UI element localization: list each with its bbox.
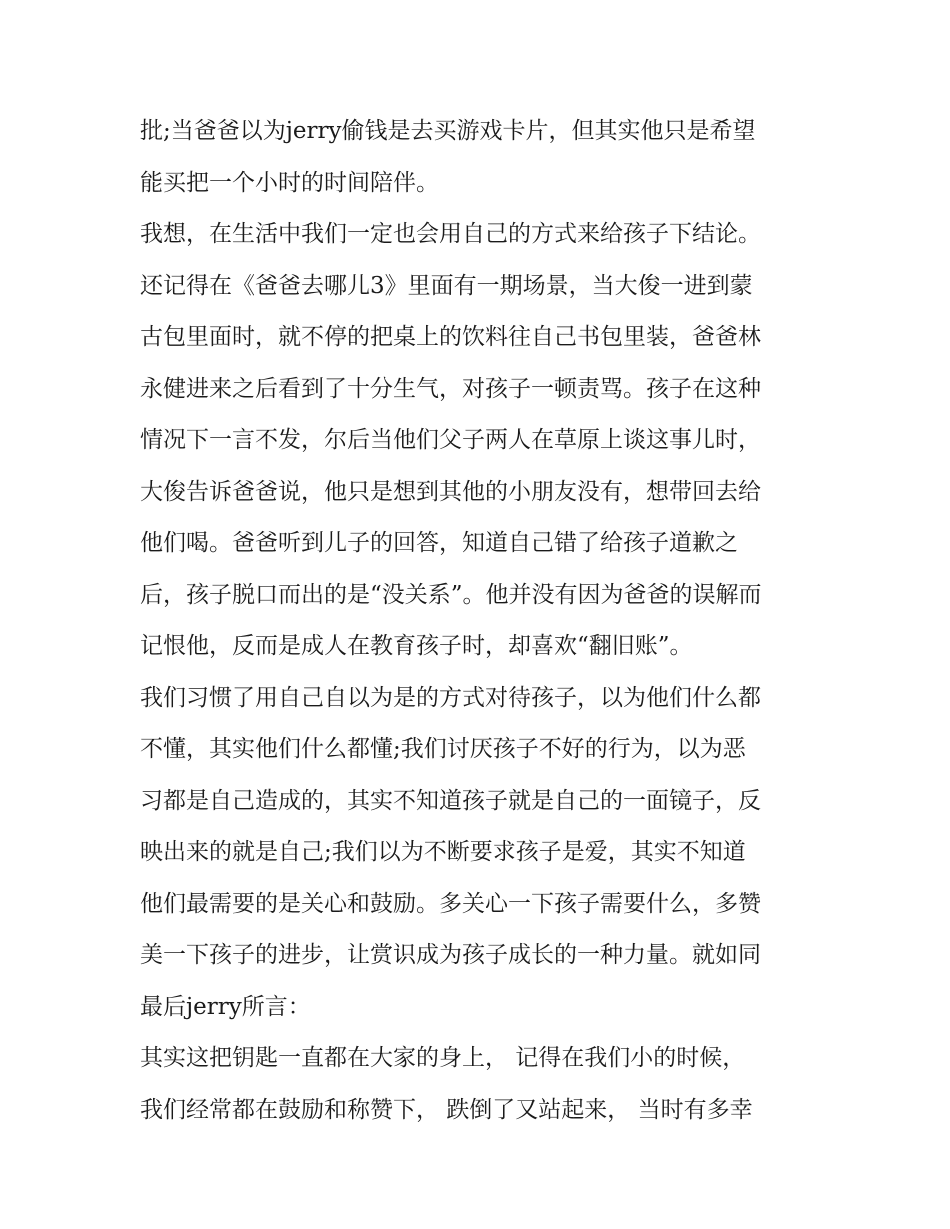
text-line: 习都是自己造成的，其实不知道孩子就是自己的一面镜子，反 <box>140 787 761 814</box>
text-line: 情况下一言不发，尔后当他们父子两人在草原上谈这事儿时， <box>140 427 761 453</box>
text-line: 大俊告诉爸爸说，他只是想到其他的小朋友没有，想带回去给 <box>140 478 761 505</box>
text-line: 记恨他，反而是成人在教育孩子时，却喜欢“翻旧账”。 <box>140 633 693 659</box>
text-line: 最后jerry所言： <box>140 993 311 1020</box>
text-line: 还记得在《爸爸去哪儿3》里面有一期场景，当大俊一进到蒙 <box>140 272 753 299</box>
text-line: 不懂，其实他们什么都懂;我们讨厌孩子不好的行为，以为恶 <box>140 736 746 762</box>
text-line: 能买把一个小时的时间陪伴。 <box>140 169 439 196</box>
text-line: 后，孩子脱口而出的是“没关系”。他并没有因为爸爸的误解而 <box>140 581 762 608</box>
text-line: 古包里面时，就不停的把桌上的饮料往自己书包里装，爸爸林 <box>140 324 761 350</box>
text-line: 我想，在生活中我们一定也会用自己的方式来给孩子下结论。 <box>140 221 761 247</box>
text-line: 其实这把钥匙一直都在大家的身上， 记得在我们小的时候， <box>140 1045 746 1071</box>
document-body <box>140 106 820 1136</box>
text-line: 他们最需要的是关心和鼓励。多关心一下孩子需要什么，多赞 <box>140 890 761 917</box>
text-line: 批;当爸爸以为jerry偷钱是去买游戏卡片，但其实他只是希望 <box>140 118 756 144</box>
text-line: 他们喝。爸爸听到儿子的回答，知道自己错了给孩子道歉之 <box>140 530 738 556</box>
text-line: 我们习惯了用自己自以为是的方式对待孩子，以为他们什么都 <box>140 684 761 711</box>
text-line: 永健进来之后看到了十分生气，对孩子一顿责骂。孩子在这种 <box>140 375 761 402</box>
text-line: 美一下孩子的进步，让赏识成为孩子成长的一种力量。就如同 <box>140 942 761 968</box>
text-line: 映出来的就是自己;我们以为不断要求孩子是爱，其实不知道 <box>140 839 746 865</box>
text-line: 我们经常都在鼓励和称赞下， 跌倒了又站起来， 当时有多幸 <box>140 1096 753 1123</box>
